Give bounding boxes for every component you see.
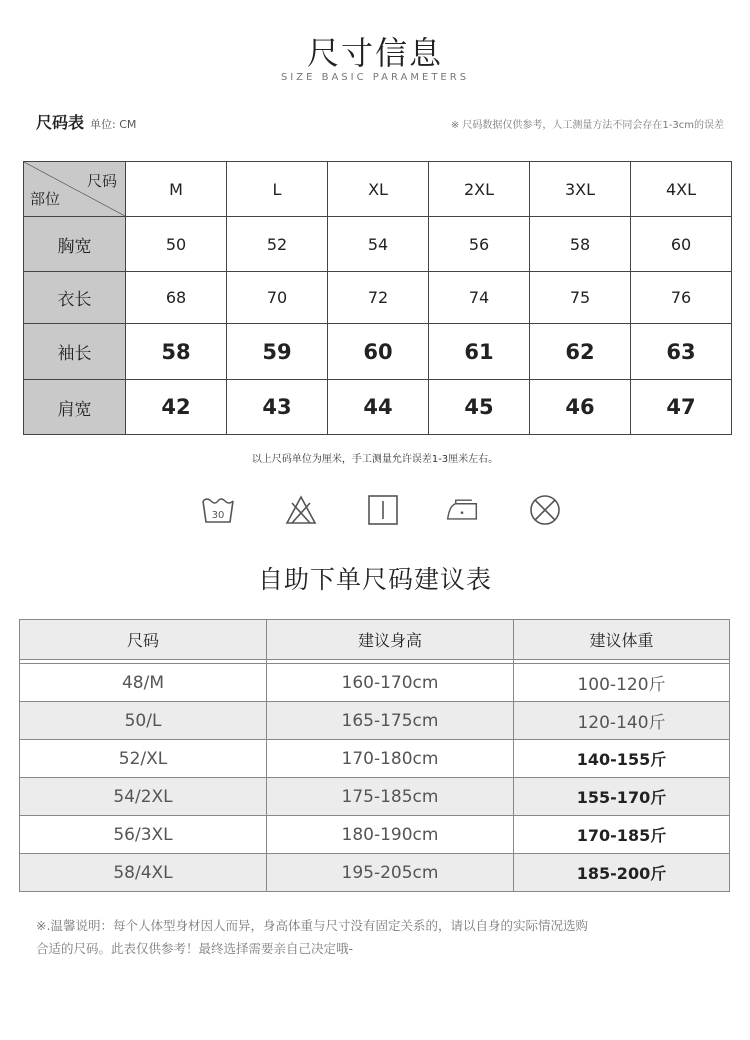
table-cell: 52/XL	[20, 740, 267, 778]
table-cell: 195-205cm	[267, 854, 514, 892]
table-cell: 47	[631, 380, 732, 435]
table-row	[20, 778, 730, 816]
column-header: 建议身高	[267, 620, 514, 660]
table-cell: 58	[530, 217, 631, 272]
unit-label: 单位: CM	[90, 118, 137, 131]
size-chart-title: 尺码表	[36, 113, 85, 132]
table-cell: 44	[328, 380, 429, 435]
row-label: 袖长	[24, 324, 126, 380]
recommend-title: 自助下单尺码建议表	[257, 565, 492, 594]
table-cell: 50/L	[20, 702, 267, 740]
table-cell: 43	[227, 380, 328, 435]
table-row	[20, 854, 730, 892]
table-cell: 50	[126, 217, 227, 272]
table-cell: 54/2XL	[20, 778, 267, 816]
table-cell: 76	[631, 272, 732, 324]
size-header: 2XL	[429, 162, 530, 217]
table-cell: 180-190cm	[267, 816, 514, 854]
table-cell: 72	[328, 272, 429, 324]
table-row	[20, 664, 730, 702]
size-header: XL	[328, 162, 429, 217]
page-title: 尺寸信息	[306, 34, 443, 72]
no-bleach-icon	[284, 493, 318, 527]
table-cell: 185-200斤	[514, 854, 730, 892]
size-table-note: 以上尺码单位为厘米，手工测量允许误差1-3厘米左右。	[251, 454, 499, 465]
table-cell: 56	[429, 217, 530, 272]
table-cell: 48/M	[20, 664, 267, 702]
table-cell: 59	[227, 324, 328, 380]
hang-dry-icon	[366, 493, 400, 527]
table-row	[24, 380, 732, 435]
wash-30-icon	[201, 493, 235, 527]
wash-temp-label: 30	[211, 510, 225, 521]
table-cell: 140-155斤	[514, 740, 730, 778]
table-cell: 165-175cm	[267, 702, 514, 740]
table-cell: 60	[328, 324, 429, 380]
column-header: 建议体重	[514, 620, 730, 660]
size-header: M	[126, 162, 227, 217]
no-dry-clean-icon	[528, 493, 562, 527]
table-cell: 62	[530, 324, 631, 380]
column-header: 尺码	[20, 620, 267, 660]
table-cell: 170-180cm	[267, 740, 514, 778]
size-chart-label	[36, 110, 136, 133]
table-cell: 70	[227, 272, 328, 324]
footer-note	[36, 914, 716, 960]
row-label: 肩宽	[24, 380, 126, 435]
table-cell: 120-140斤	[514, 702, 730, 740]
table-cell: 61	[429, 324, 530, 380]
table-cell: 56/3XL	[20, 816, 267, 854]
row-label: 胸宽	[24, 217, 126, 272]
corner-part-label: 部位	[30, 190, 61, 208]
table-cell: 68	[126, 272, 227, 324]
table-row	[20, 740, 730, 778]
iron-icon	[445, 493, 479, 527]
measurement-disclaimer: ※ 尺码数据仅供参考，人工测量方法不同会存在1-3cm的误差	[450, 120, 724, 131]
corner-cell	[24, 162, 126, 217]
table-cell: 100-120斤	[514, 664, 730, 702]
page-subtitle: SIZE BASIC PARAMETERS	[280, 72, 470, 83]
table-cell: 63	[631, 324, 732, 380]
size-header-row	[24, 162, 732, 217]
size-table	[23, 161, 732, 435]
table-row	[24, 272, 732, 324]
footer-line: ※.温馨说明：每个人体型身材因人而异，身高体重与尺寸没有固定关系的，请以自身的实际情况选购	[36, 918, 588, 933]
table-cell: 75	[530, 272, 631, 324]
table-cell: 60	[631, 217, 732, 272]
recommend-header-row	[20, 620, 730, 660]
row-label: 衣长	[24, 272, 126, 324]
table-cell: 74	[429, 272, 530, 324]
corner-size-label: 尺码	[86, 172, 117, 190]
table-cell: 45	[429, 380, 530, 435]
table-row	[24, 324, 732, 380]
size-header: 3XL	[530, 162, 631, 217]
table-cell: 160-170cm	[267, 664, 514, 702]
recommend-table	[19, 619, 730, 892]
table-cell: 58/4XL	[20, 854, 267, 892]
table-cell: 155-170斤	[514, 778, 730, 816]
table-cell: 52	[227, 217, 328, 272]
table-cell: 42	[126, 380, 227, 435]
size-header: L	[227, 162, 328, 217]
table-cell: 46	[530, 380, 631, 435]
table-row	[24, 217, 732, 272]
footer-line: 合适的尺码。此表仅供参考！最终选择需要亲自己决定哦-	[36, 941, 354, 956]
care-icons	[0, 493, 750, 533]
size-header: 4XL	[631, 162, 732, 217]
table-cell: 58	[126, 324, 227, 380]
table-cell: 170-185斤	[514, 816, 730, 854]
table-cell: 175-185cm	[267, 778, 514, 816]
table-row	[20, 702, 730, 740]
table-cell: 54	[328, 217, 429, 272]
table-row	[20, 816, 730, 854]
